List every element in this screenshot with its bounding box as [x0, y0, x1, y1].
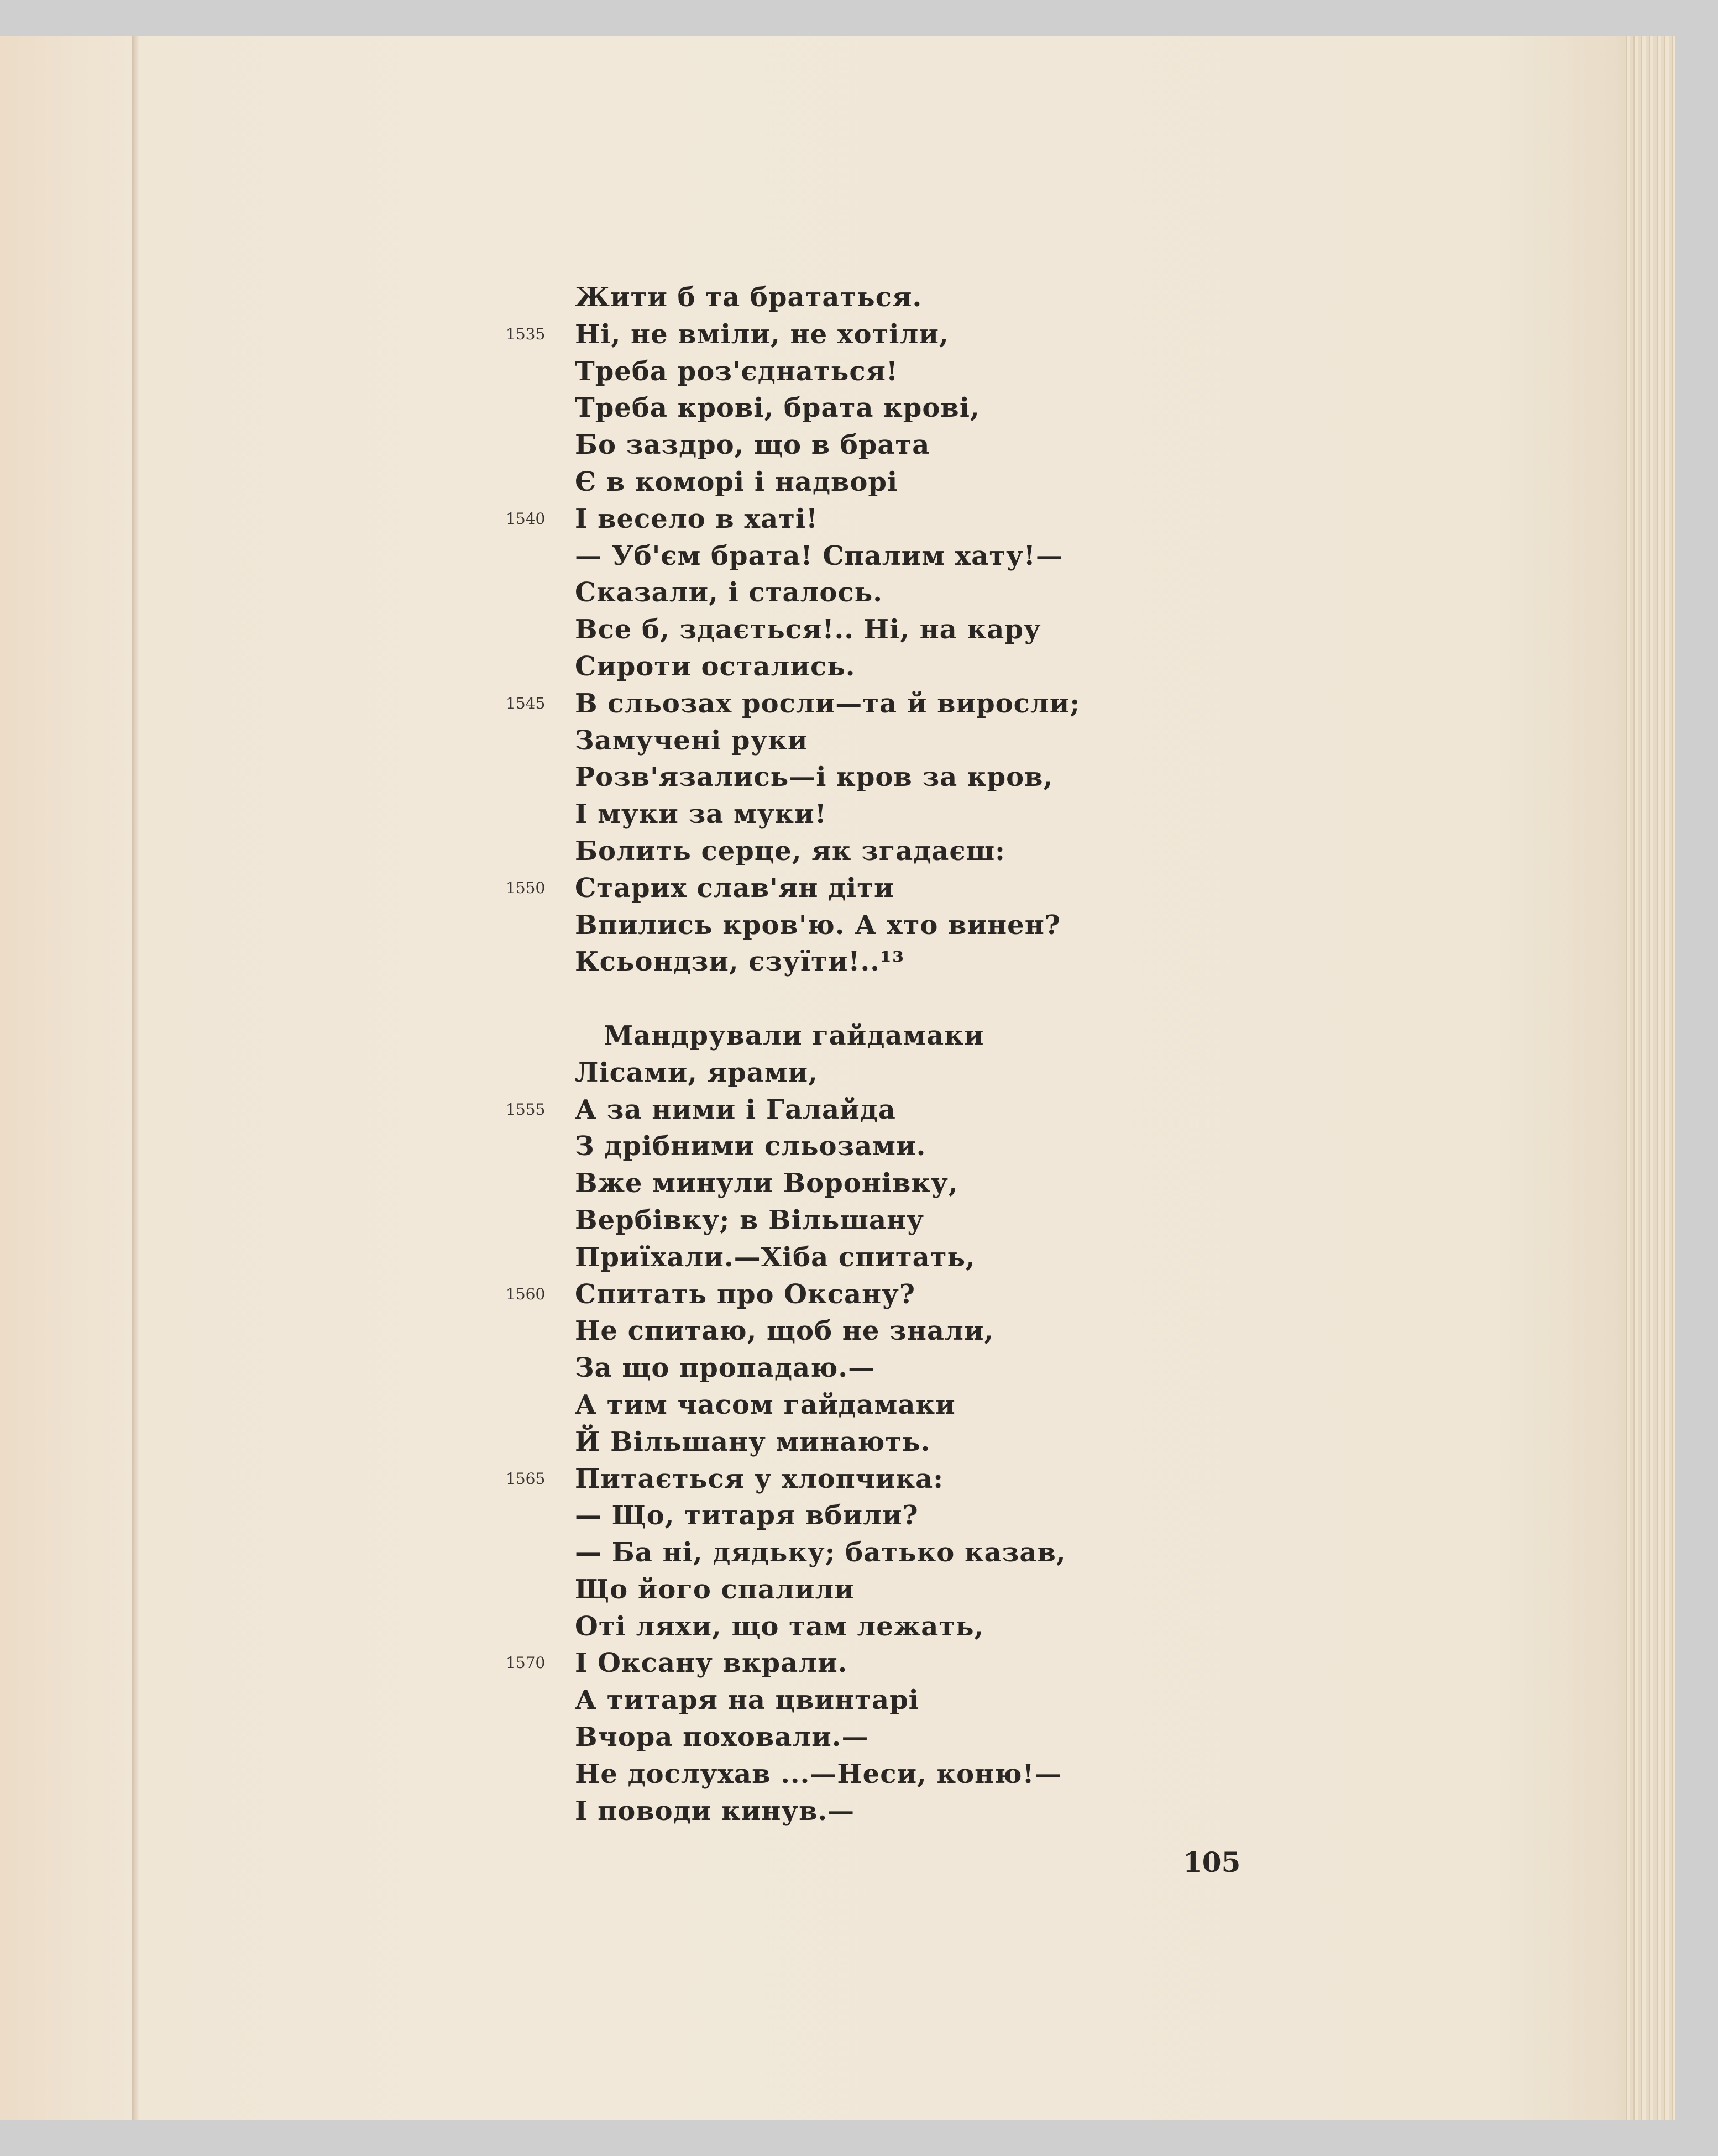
poem-line — [506, 685, 1081, 722]
poem-line — [575, 1719, 1072, 1756]
poem-line — [575, 1571, 1072, 1608]
line-text: Треба роз'єднаться! — [575, 355, 899, 387]
line-text: Не дослухав ...—Неси, коню!— — [575, 1758, 1062, 1790]
poem-line — [575, 390, 1072, 427]
line-text: І Оксану вкрали. — [575, 1648, 848, 1679]
line-text: Лісами, ярами, — [575, 1057, 818, 1088]
line-number: 1570 — [506, 1654, 546, 1672]
line-text: Жити б та брататься. — [575, 282, 923, 313]
poem-line — [575, 1165, 1072, 1202]
line-text: Треба крові, брата крові, — [575, 392, 980, 424]
line-text: А за ними і Галайда — [575, 1094, 896, 1125]
line-number: 1555 — [506, 1100, 546, 1119]
poem-line — [575, 1756, 1072, 1793]
line-text: — Ба ні, дядьку; батько казав, — [575, 1537, 1066, 1569]
poem-line — [575, 796, 1072, 833]
line-text: Вербівку; в Вільшану — [575, 1204, 924, 1236]
line-text: Ксьондзи, єзуїти!..¹³ — [575, 946, 904, 978]
line-text: Розв'язались—і кров за кров, — [575, 762, 1054, 793]
poem-line — [575, 1128, 1072, 1165]
line-text: Є в коморі і надворі — [575, 466, 898, 497]
poem-line — [575, 574, 1072, 611]
poem-line — [506, 1092, 1072, 1129]
poem-line — [506, 1461, 1072, 1498]
poem-line — [575, 1350, 1072, 1387]
poem-line — [575, 1497, 1072, 1534]
line-text: Спитать про Оксану? — [575, 1278, 916, 1310]
poem-line — [575, 1202, 1072, 1239]
line-text: Старих слав'ян діти — [575, 872, 894, 904]
line-text: Замучені руки — [575, 725, 808, 756]
poem-line — [575, 907, 1072, 944]
line-text: І поводи кинув.— — [575, 1795, 855, 1827]
line-text: Болить серце, як згадаєш: — [575, 835, 1005, 867]
line-number: 1545 — [506, 694, 546, 712]
line-text: І весело в хаті! — [575, 503, 819, 534]
poem-line — [575, 1387, 1072, 1424]
poem-line — [575, 1239, 1072, 1276]
line-text: Вже минули Воронівку, — [575, 1168, 958, 1199]
line-text: В сльозах росли—та й виросли; — [575, 688, 1081, 719]
poem-line — [575, 943, 1072, 980]
line-number: 1550 — [506, 878, 546, 897]
page-gutter — [132, 36, 139, 2120]
line-text: З дрібними сльозами. — [575, 1131, 926, 1162]
line-text: Оті ляхи, що там лежать, — [575, 1611, 984, 1642]
line-text: Й Вільшану минають. — [575, 1426, 931, 1457]
poem-line — [575, 1534, 1072, 1571]
poem-line — [506, 870, 1072, 907]
poem-line — [575, 464, 1072, 501]
line-text: Що його спалили — [575, 1573, 855, 1605]
book-page — [0, 36, 1675, 2120]
line-text: Сироти остались. — [575, 651, 856, 682]
line-number: 1560 — [506, 1284, 546, 1303]
poem-line — [575, 1055, 1072, 1092]
page-fore-edge — [1622, 36, 1675, 2120]
line-number: 1565 — [506, 1469, 546, 1488]
line-text: Бо заздро, що в брата — [575, 429, 930, 461]
poem-line — [575, 353, 1072, 390]
line-text: Все б, здається!.. Ні, на кару — [575, 614, 1041, 646]
line-text: Мандрували гайдамаки — [604, 1020, 984, 1051]
line-number: 1540 — [506, 509, 546, 528]
poem-line — [575, 538, 1072, 575]
poem-line — [575, 648, 1072, 685]
poem-line — [575, 1017, 1072, 1055]
poem-line — [506, 1276, 1072, 1313]
line-text: І муки за муки! — [575, 799, 827, 830]
poem-line — [506, 501, 1072, 538]
poem-line — [575, 1793, 1072, 1830]
line-text: — Що, титаря вбили? — [575, 1500, 919, 1531]
line-text: Сказали, і сталось. — [575, 577, 883, 608]
line-text: Ні, не вміли, не хотіли, — [575, 318, 949, 350]
poem-line — [575, 722, 1072, 759]
line-text: А титаря на цвинтарі — [575, 1685, 919, 1716]
line-text: Вчора поховали.— — [575, 1722, 869, 1753]
line-text: За що пропадаю.— — [575, 1352, 876, 1384]
poem-line — [506, 316, 1072, 353]
line-text: А тим часом гайдамаки — [575, 1389, 956, 1420]
poem-line — [575, 833, 1072, 870]
poem-line — [575, 1608, 1072, 1645]
line-text: Не спитаю, щоб не знали, — [575, 1315, 994, 1347]
poem-line — [575, 427, 1072, 464]
line-text: Впились кров'ю. А хто винен? — [575, 909, 1061, 941]
poem-line — [575, 1424, 1072, 1461]
poem-line — [506, 1645, 1072, 1682]
line-text: — Уб'єм брата! Спалим хату!— — [575, 540, 1063, 571]
line-text: Питається у хлопчика: — [575, 1463, 944, 1494]
stanza-break — [575, 980, 1072, 1017]
poem-line — [575, 611, 1072, 648]
poem-line — [575, 1313, 1072, 1350]
line-text: Приїхали.—Хіба спитать, — [575, 1241, 976, 1273]
poem-line — [575, 279, 1072, 316]
poem-text — [506, 279, 1081, 1829]
poem-line — [575, 1682, 1072, 1719]
line-number: 1535 — [506, 324, 546, 343]
page-number: 105 — [1183, 1846, 1241, 1879]
poem-line — [575, 759, 1072, 796]
